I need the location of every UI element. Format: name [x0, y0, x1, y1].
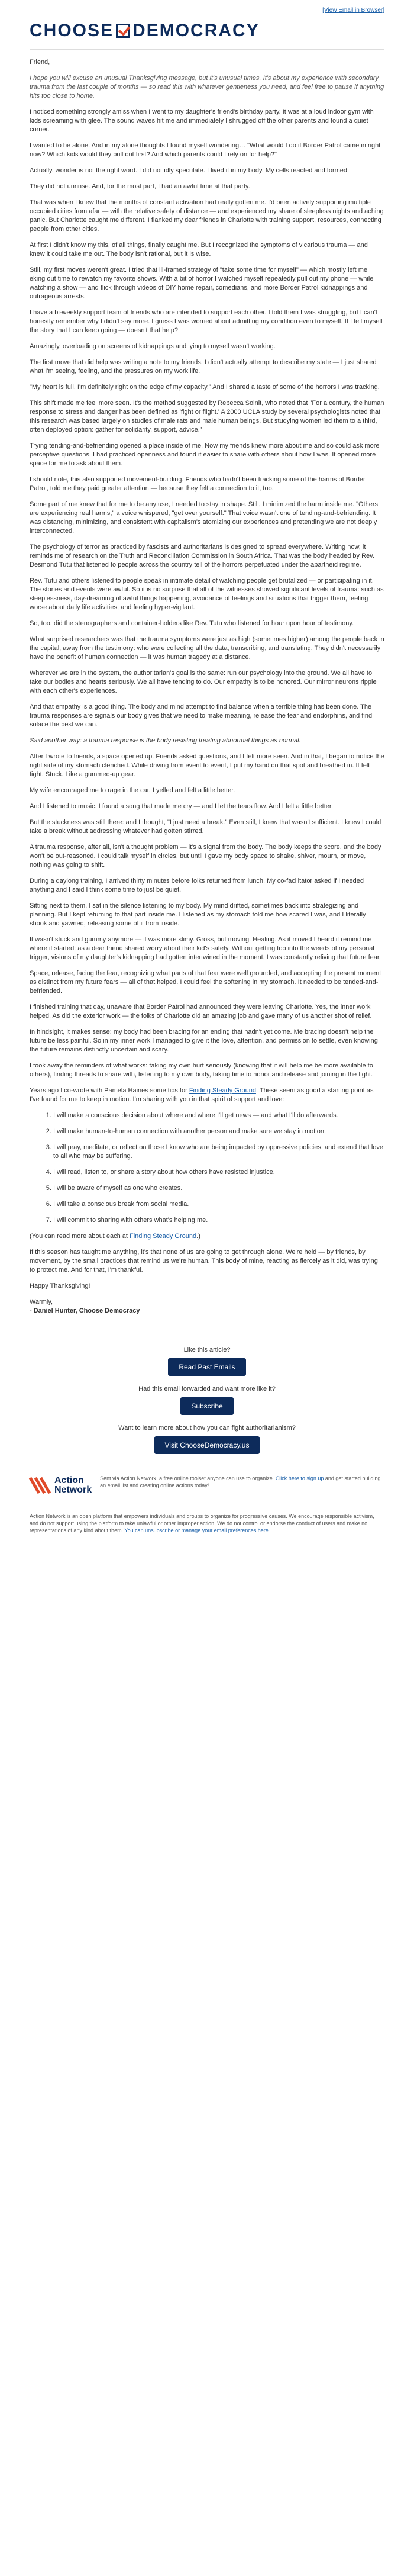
tip-item: 6. I will take a conscious break from social media. [53, 1200, 384, 1209]
paragraph: I should note, this also supported movement-building. Friends who hadn't been tracking some of the harms of Border Patrol, told me they paid greater attention — because they felt a connection to it, too. [30, 476, 366, 492]
content-note: I hope you will excuse an unusual Thanksgiving message, but it's unusual times. It's about my experience with secondary trauma from the last couple of months — so read this with whatever gentleness you need, and feel free to pause if anything hits too close to home. [30, 75, 384, 99]
paragraph: This shift made me feel more seen. It's the method suggested by Rebecca Solnit, who noted that "For a century, the human response to stress and danger has been defined as 'fight or flight.' A 2000 UCLA study by several psychologists noted that this research was based largely on studies of male rats and male human beings. But studying women led them to a third, often deployed option: gather for solidarity, support, advice." [30, 400, 384, 433]
logo-text-right: DEMOCRACY [132, 21, 260, 40]
paragraph: I wanted to be alone. And in my alone thoughts I found myself wondering… "What would I do if Border Patrol came in right now? Which kids would they pull out first? And which parents could I rely on for help?" [30, 142, 381, 158]
cta-label-subscribe: Had this email forwarded and want more like it? [138, 1385, 276, 1392]
action-network-mark-icon [30, 1475, 51, 1496]
paragraph: But the stuckness was still there: and I thought, "I just need a break." Even still, I knew that wasn't sufficient. I knew I could take a break without addressing whatever had gotten stirred. [30, 819, 381, 835]
signature: - Daniel Hunter, Choose Democracy [30, 1307, 140, 1314]
footer-text-pre: Sent via Action Network, a free online toolset anyone can use to organize. [100, 1475, 276, 1481]
view-in-browser-link[interactable]: [View Email in Browser] [322, 7, 384, 14]
footer-text-post: and get started building an email list and creating online actions today! [100, 1475, 381, 1488]
visit-site-button[interactable]: Visit ChooseDemocracy.us [154, 1436, 260, 1454]
paragraph: During a daylong training, I arrived thirty minutes before folks returned from lunch. My co-facilitator asked if I needed anything and I said I think some time to just be quiet. [30, 877, 364, 893]
choose-democracy-logo [30, 17, 384, 44]
tips-intro-post: . These seem as good a starting point as I've found for me to keep in motion. I'm sharing with you in that spirit of support and love: [30, 1087, 374, 1103]
finding-steady-ground-link[interactable]: Finding Steady Ground [189, 1087, 256, 1094]
paragraph: Amazingly, overloading on screens of kidnappings and lying to myself wasn't working. [30, 343, 276, 350]
signoff: Warmly, [30, 1298, 53, 1305]
paragraph: My wife encouraged me to rage in the car. I yelled and felt a little better. [30, 787, 235, 794]
read-past-emails-button[interactable]: Read Past Emails [168, 1358, 245, 1376]
action-network-logo [30, 1475, 92, 1496]
paragraph: Still, my first moves weren't great. I tried that ill-framed strategy of "take some time for myself" — which mostly left me eking out time to rewatch my favorite shows. With a bit of horror I watched myself repeatedly pull out my phone — while watching a show — and flick through videos of DIY home repair, comedians, and more Border Patrol kidnappings and outrageous arrests. [30, 266, 374, 300]
paragraph: In hindsight, it makes sense: my body had been bracing for an ending that hadn't yet come. Me bracing doesn't help the future be less painful. So in my inner work I managed to give it the love, attention, and permission to settle, even knowing the future remains distinctly uncertain and scary. [30, 1028, 378, 1053]
read-more-link[interactable]: Finding Steady Ground [130, 1233, 197, 1240]
view-in-browser [30, 6, 384, 14]
paragraph: "My heart is full, I'm definitely right on the edge of my capacity." And I shared a taste of some of the horrors I was tracking. [30, 384, 380, 391]
paragraph: That was when I knew that the months of constant activation had really gotten me. I'd been actively supporting multiple occupied cities from afar — with the relative safety of distance — and experienced my share of sleepless nights and aching panic. But Charlotte caught me different. I flanked my dear friends in Charlotte with training support, resources, connecting people from other cities. [30, 199, 384, 233]
cta-label-visit: Want to learn more about how you can fight authoritarianism? [118, 1424, 296, 1432]
paragraph: I finished training that day, unaware that Border Patrol had announced they were leaving Charlotte. Yes, the inner work helped. As did the exterior work — the folks of Charlotte did an amazing job and gave many of us another shot of relief. [30, 1004, 372, 1020]
paragraph: I have a bi-weekly support team of friends who are intended to support each other. I told them I was struggling, but I can't honestly remember why I didn't say more. I guess I was worried about admitting my condition even to myself. If I tell myself the story that I can keep going — doesn't that help? [30, 309, 383, 334]
logo-text-left: CHOOSE [30, 21, 114, 40]
paragraph: So, too, did the stenographers and container-holders like Rev. Tutu who listened for hour upon hour of testimony. [30, 620, 354, 627]
paragraph: The psychology of terror as practiced by fascists and authoritarians is designed to spread everywhere. Writing now, it reminds me of research on the Truth and Reconciliation Commission in South Africa. That was the body headed by Rev. Desmond Tutu that listened to people across the country tell of the horrors perpetuated under the apartheid regime. [30, 543, 374, 568]
paragraph: They did not unrinse. And, for the most part, I had an awful time at that party. [30, 183, 250, 190]
tip-item: 3. I will pray, meditate, or reflect on those I know who are being impacted by oppressive policies, and extend that love to all who may be suffering. [53, 1143, 384, 1161]
checkbox-logo-icon [116, 24, 130, 38]
read-more [30, 1232, 384, 1241]
pull-quote: Said another way: a trauma response is the body resisting treating abnormal things as normal. [30, 737, 301, 744]
tip-item: 7. I will commit to sharing with others what's helping me. [53, 1216, 384, 1225]
tips-intro [30, 1086, 384, 1104]
paragraph: What surprised researchers was that the trauma symptoms were just as high (sometimes higher) among the people back in the capital, away from the testimony: who were collecting all the data, transcribing, and translating. They didn't necessarily have the benefit of human connection — it was human tragedy at a distance. [30, 636, 384, 661]
unsubscribe-link[interactable]: You can unsubscribe or manage your email preferences here. [124, 1527, 270, 1533]
paragraph: Sitting next to them, I sat in the silence listening to my body. My mind drifted, sometimes back into strategizing and planning. But I kept returning to that part inside me. I listened as my stomach told me how scared I was, and I literally shook and yawned, releasing some of it from inside. [30, 902, 366, 927]
tip-item: 1. I will make a conscious decision about where and where I'll get news — and what I'll do afterwards. [53, 1111, 384, 1120]
paragraph: Wherever we are in the system, the authoritarian's goal is the same: run our psychology into the ground. We all have to take our bodies and hearts seriously. We all have tending to do. Our empathy is to be honored. Our mirror neurons ripple with each other's experiences. [30, 670, 377, 694]
paragraph: I noticed something strongly amiss when I went to my daughter's friend's birthday party. It was at a loud indoor gym with kids screaming with glee. The sound waves hit me and immediately I shrugged off the other parents and found a quiet corner. [30, 108, 374, 133]
legal-text [30, 1513, 384, 1534]
paragraph: The first move that did help was writing a note to my friends. I didn't actually attempt to describe my state — I just shared what I'm seeing, feeling, and the pressures on my work life. [30, 359, 377, 375]
paragraph: Trying tending-and-befriending opened a place inside of me. Now my friends knew more about me and so could ask more perceptive questions. I had practiced openness and found it easier to share with others about how I was. It opened more space for me to ask about them. [30, 442, 380, 467]
paragraph: After I wrote to friends, a space opened up. Friends asked questions, and I felt more seen. And in that, I began to notice the right side of my stomach clenched. While driving from event to event, I put my hand on that spot and breathed in. It felt tight. Stuck. Like a gummed-up gear. [30, 753, 384, 778]
paragraph: Some part of me knew that for me to be any use, I needed to stay in shape. Still, I minimized the harm inside me. "Others are experiencing real harms," a voice whispered, "get over yourself." That voice wasn't one of tending-and-befriending. It was distancing, minimizing, and consistent with capitalism's atomizing our experiences and pretending we are not deeply interconnected. [30, 501, 379, 535]
cta-label-past: Like this article? [183, 1346, 231, 1353]
header-divider [30, 49, 384, 50]
footer-description [100, 1475, 384, 1489]
legal-pre: Action Network is an open platform that empowers individuals and groups to organize for progressive causes. We encourage responsible activism, and do not support using the platform to take unlawful or other improper action. We do not control or endorse the conduct of users and make no representations of any kind about them. [30, 1513, 374, 1533]
org-line2: Network [54, 1485, 92, 1495]
read-more-post: .) [196, 1233, 200, 1240]
paragraph: It wasn't stuck and gummy anymore — it was more slimy. Gross, but moving. Healing. As it moved I heard it remind me where it started: as a dear friend shared worry about their kid's safety. Without getting too into the weeds of my personal trigger, visions of my daughter's kidnapping had gotten intertwined in the moment. I was constantly reliving that future fear. [30, 936, 381, 961]
article-body-part2 [30, 752, 384, 1079]
subscribe-button[interactable]: Subscribe [180, 1397, 233, 1415]
paragraph: A trauma response, after all, isn't a thought problem — it's a signal from the body. The body keeps the score, and the body won't be out-reasoned. I could talk myself in circles, but until I gave my body space to shake, shiver, mourn, or move, nothing was going to shift. [30, 844, 381, 869]
tip-item: 4. I will read, listen to, or share a story about how others have resisted injustice. [53, 1168, 384, 1177]
article-body-part1 [30, 108, 384, 729]
paragraph: I took away the reminders of what works: taking my own hurt seriously (knowing that it will help me be more available to others), finding threads to share with, listening to my own body, taking time to honor and release and joining in the fight. [30, 1062, 373, 1078]
paragraph: And I listened to music. I found a song that made me cry — and I let the tears flow. And I felt a little better. [30, 803, 333, 810]
paragraph: Rev. Tutu and others listened to people speak in intimate detail of watching people get brutalized — or participating in it. The stories and events were awful. So it is no surprise that all of the witnesses showed significant levels of trauma: such as sleeplessness, day-dreaming of awful things happening, avoidance of feelings and situations that trigger them, feeling worse about daily life activities, and feeling hyper-vigilant. [30, 577, 384, 611]
paragraph: And that empathy is a good thing. The body and mind attempt to find balance when a terrible thing has been done. The trauma responses are signals our body gives that we need to make meaning, release the fear and endorphins, and find solace the best we can. [30, 703, 373, 728]
closing-paragraph: If this season has taught me anything, it's that none of us are going to get through alone. We're held — by friends, by movement, by the small practices that remind us we're human. This body of mine, reacting as fiercely as it did, was trying to protect me. And for that, I'm thankful. [30, 1249, 378, 1273]
footer [30, 1464, 384, 1496]
greeting: Friend, [30, 59, 50, 66]
tips-intro-pre: Years ago I co-wrote with Pamela Haines some tips for [30, 1087, 189, 1094]
tips-list [30, 1111, 384, 1225]
email-container [30, 0, 384, 1534]
closing-greeting: Happy Thanksgiving! [30, 1282, 90, 1289]
tip-item: 5. I will be aware of myself as one who creates. [53, 1184, 384, 1193]
signup-link[interactable]: Click here to sign up [275, 1475, 324, 1481]
tip-item: 2. I will make human-to-human connection with another person and make sure we stay in motion. [53, 1127, 384, 1136]
read-more-pre: (You can read more about each at [30, 1233, 130, 1240]
paragraph: Space, release, facing the fear, recognizing what parts of that fear were well grounded, and accepting the present moment as distinct from my future fears — all of that helped. I could feel the softening in my stomach. It needed to be tended-and-befriended. [30, 970, 381, 995]
org-line1: Action [54, 1475, 84, 1485]
action-network-wordmark [54, 1476, 92, 1495]
paragraph: Actually, wonder is not the right word. I did not idly speculate. I lived it in my body. My cells reacted and formed. [30, 167, 350, 174]
signature-block [30, 1298, 384, 1316]
paragraph: At first I didn't know my this, of all things, finally caught me. But I recognized the symptoms of vicarious trauma — and knew it could take me out. The body isn't rational, but it is wise. [30, 242, 368, 258]
